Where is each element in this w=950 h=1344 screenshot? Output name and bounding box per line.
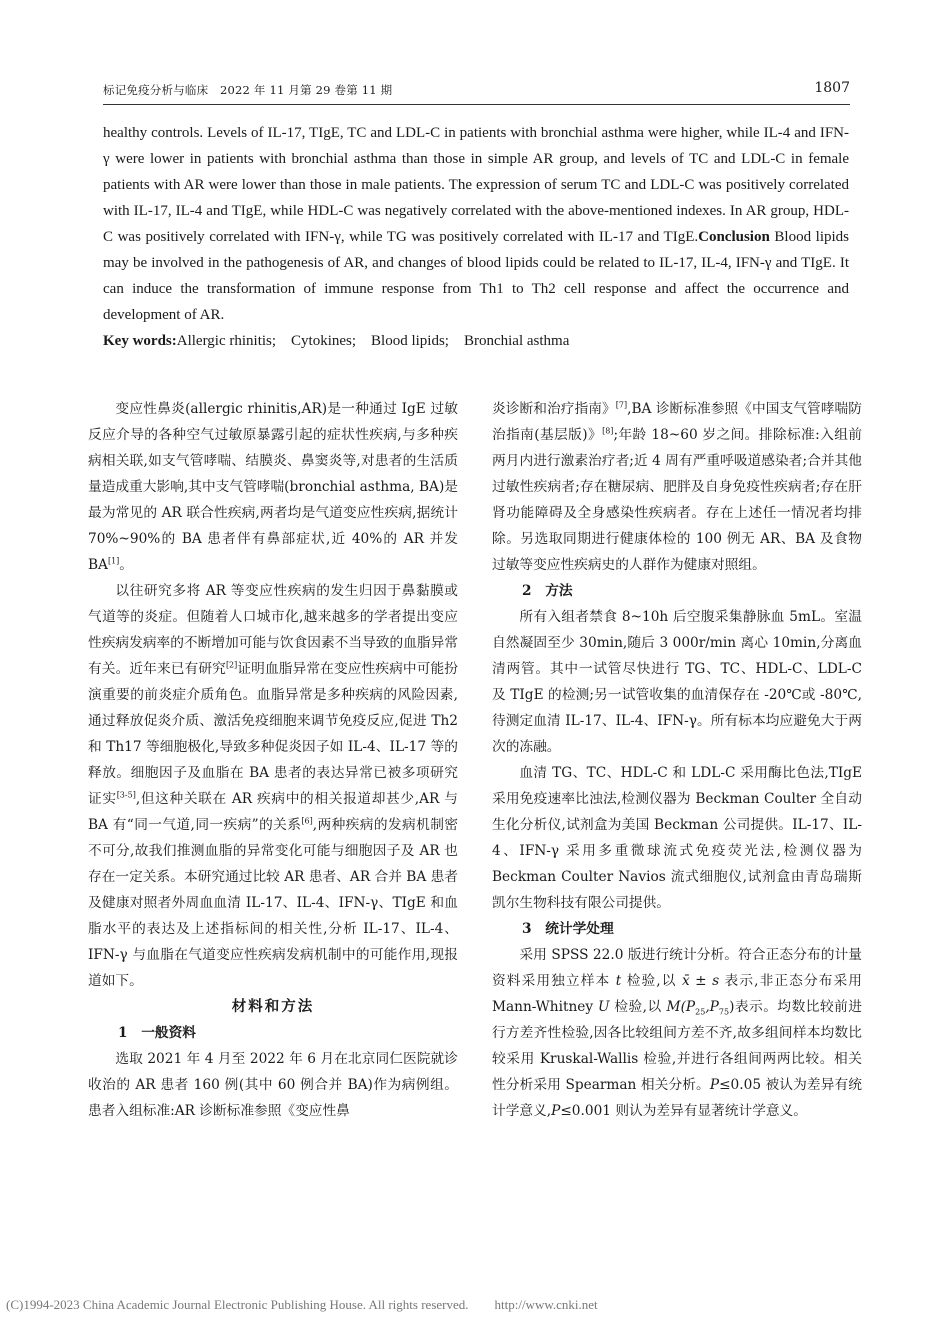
citation-2[interactable]: [2] — [225, 660, 238, 670]
method-paragraph-2: 血清 TG、TC、HDL-C 和 LDL-C 采用酶比色法,TIgE 采用免疫速率比浊法,检测仪器为 Beckman Coulter 全自动生化分析仪,试剂盒为美国 Beckman 公司提供。IL-17、IL-4、IFN-γ 采用多重微球流式免疫荧光法,检测仪器为 Beckman Coulter Navios 流式细胞仪,试剂盒由青岛瑞斯凯尔生物科技有限公司提供。 — [492, 765, 862, 911]
general-data-paragraph: 选取 2021 年 4 月至 2022 年 6 月在北京同仁医院就诊收治的 AR 患者 160 例(其中 60 例合并 BA)作为病例组。患者入组标准:AR 诊断标准参照《变应性鼻 — [88, 1051, 458, 1119]
header-rule — [103, 104, 850, 105]
english-abstract — [103, 120, 849, 354]
section-title: 材料和方法 — [231, 998, 315, 1015]
keywords-list: Allergic rhinitis; Cytokines; Blood lipids; Bronchial asthma — [176, 333, 570, 349]
intro-paragraph-1: 变应性鼻炎(allergic rhinitis,AR)是一种通过 IgE 过敏反应介导的各种空气过敏原暴露引起的症状性疾病,与多种疾病相关联,如支气管哮喘、结膜炎、鼻窦炎等,对患者的生活质量造成重大影响,其中支气管哮喘(bronchial asthma, BA)是最为常见的 AR 联合性疾病,两者均是气道变应性疾病,据统计 70%~90%的 BA 患者伴有鼻部症状,近 40%的 AR 并发 BA[1]。 — [88, 401, 458, 573]
citation-3-5[interactable]: [3-5] — [116, 790, 136, 800]
statistics-paragraph: 采用 SPSS 22.0 版进行统计分析。符合正态分布的计量资料采用独立样本 t 检验,以 x̄ ± s 表示,非正态分布采用 Mann-Whitney U 检验,以 $M(P_{25},P_{75})$表示。均数比较前进行方差齐性检验,因各比较组间方差不齐,故多组间样本均数比较采用 Kruskal-Wallis 检验,并进行各组间两两比较。相关性分析采用 Spearman 相关分析。P≤0.05 被认为差异有统计学意义,P≤0.001 则认为差异有显著统计学意义。 — [492, 947, 862, 1119]
citation-8[interactable]: [8] — [602, 426, 614, 436]
abstract-body: healthy controls. Levels of IL-17, TIgE, TC and LDL-C in patients with bronchial asthma were higher, while IL-4 and IFN-γ were lower in patients with bronchial asthma than those in simple AR group, and levels of TC and LDL-C in female patients with AR were lower than those in male patients. The expression of serum TC and LDL-C was positively correlated with IL-17, IL-4 and TIgE, while HDL-C was negatively correlated with the above-mentioned indexes. In AR group, HDL-C was positively correlated with IFN-γ, while TG was positively correlated with IL-17 and TIgE.Conclusion Blood lipids may be involved in the pathogenesis of AR, and changes of blood lipids could be related to IL-17, IL-4, IFN-γ and TIgE. It can induce the transformation of immune response from Th1 to Th2 cell response and affect the occurrence and development of AR. — [103, 125, 849, 323]
subsection-1-title: 1 一般资料 — [118, 1025, 196, 1041]
keywords-line — [103, 328, 849, 354]
journal-info: 标记免疫分析与临床 2022 年 11 月第 29 卷第 11 期 — [103, 83, 393, 97]
left-column — [88, 396, 458, 1124]
method-paragraph-1: 所有入组者禁食 8~10h 后空腹采集静脉血 5mL。室温自然凝固至少 30min,随后 3 000r/min 离心 10min,分离血清两管。其中一试管尽快进行 TG、TC、HDL-C、LDL-C 及 TIgE 的检测;另一试管收集的血清保存在 -20℃或 -80℃,待测定血清 IL-17、IL-4、IFN-γ。所有标本均应避免大于两次的冻融。 — [492, 609, 862, 755]
copyright-footer: (C)1994-2023 China Academic Journal Electronic Publishing House. All rights reserved. http://www.cnki.net — [6, 1297, 598, 1312]
running-header — [103, 80, 850, 104]
page-number: 1807 — [814, 80, 850, 96]
criteria-paragraph: 炎诊断和治疗指南》[7],BA 诊断标准参照《中国支气管哮喘防治指南(基层版)》[8];年龄 18~60 岁之间。排除标准:入组前两月内进行激素治疗者;近 4 周有严重呼吸道感染者;合并其他过敏性疾病者;存在糖尿病、肥胖及自身免疫性疾病者;存在肝肾功能障碍及全身感染性疾病者。存在上述任一情况者均排除。另选取同期进行健康体检的 100 例无 AR、BA 及食物过敏等变应性疾病史的人群作为健康对照组。 — [492, 400, 862, 573]
citation-1[interactable]: [1] — [107, 556, 120, 566]
right-column — [492, 396, 862, 1124]
subsection-3-title: 3 统计学处理 — [522, 921, 614, 937]
citation-6[interactable]: [6] — [301, 816, 313, 826]
subsection-2-title: 2 方法 — [522, 583, 573, 599]
citation-7[interactable]: [7] — [615, 400, 628, 410]
keywords-label: Key words: — [103, 333, 177, 349]
conclusion-label: Conclusion — [698, 229, 770, 245]
intro-paragraph-2: 以往研究多将 AR 等变应性疾病的发生归因于鼻黏膜或气道等的炎症。但随着人口城市化,越来越多的学者提出变应性疾病发病率的不断增加可能与饮食因素不当导致的血脂异常有关。近年来已有研究[2]证明血脂异常在变应性疾病中可能扮演重要的前炎症介质角色。血脂异常是多种疾病的风险因素,通过释放促炎介质、激活免疫细胞来调节免疫反应,促进 Th2 和 Th17 等细胞极化,导致多种促炎因子如 IL-4、IL-17 等的释放。细胞因子及血脂在 BA 患者的表达异常已被多项研究证实[3-5],但这种关联在 AR 疾病中的相关报道却甚少,AR 与 BA 有“同一气道,同一疾病”的关系[6],两种疾病的发病机制密不可分,故我们推测血脂的异常变化可能与细胞因子及 AR 也存在一定关系。本研究通过比较 AR 患者、AR 合并 BA 患者及健康对照者外周血血清 IL-17、IL-4、IFN-γ、TIgE 和血脂水平的表达及上述指标间的相关性,分析 IL-17、IL-4、IFN-γ 与血脂在气道变应性疾病发病机制中的可能作用,现报道如下。 — [88, 583, 458, 989]
